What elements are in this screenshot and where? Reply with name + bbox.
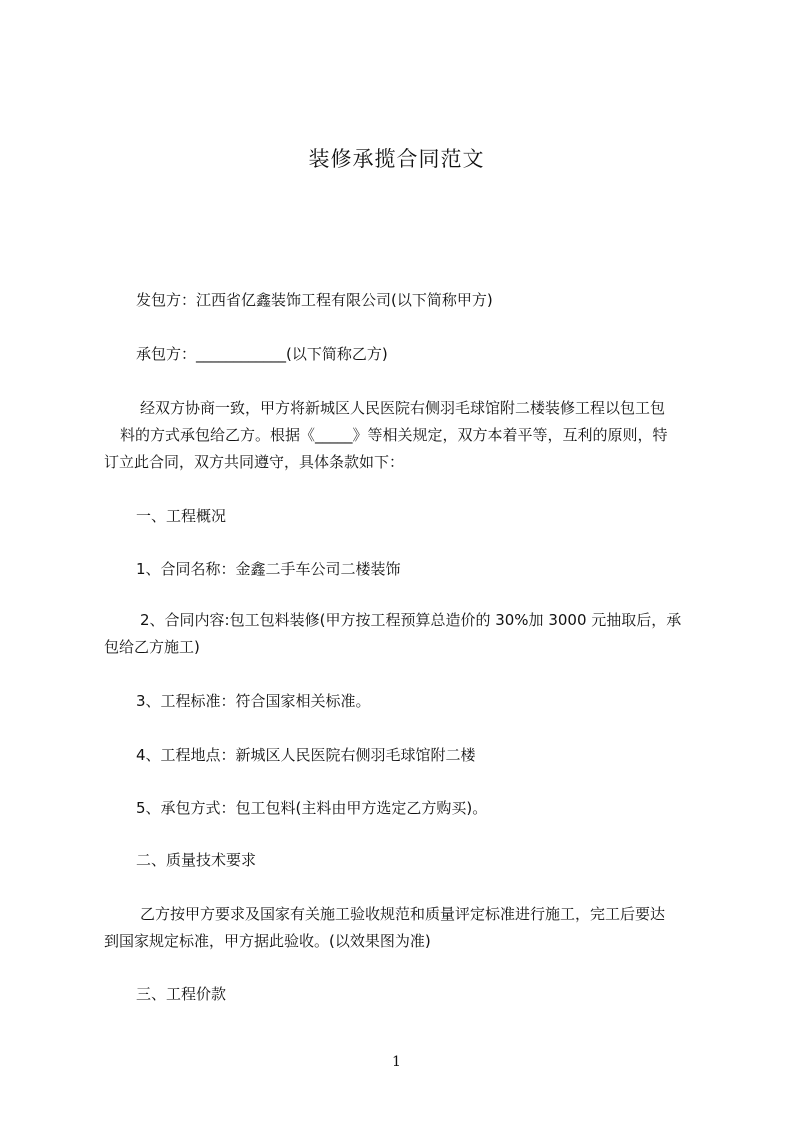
document-title: 装修承揽合同范文 [308,147,485,171]
section-1-heading: 一、工程概况 [136,507,227,525]
section-1-item-2-line-1: 2、合同内容:包工包料装修(甲方按工程预算总造价的 30%加 3000 元抽取后，承 [140,611,682,629]
section-3-heading: 三、工程价款 [136,985,227,1003]
intro-line-2: 料的方式承包给乙方。根据《_____》等相关规定，双方本着平等，互利的原则，特 [120,426,668,444]
section-1-item-2 [104,607,704,661]
party-b-line: 承包方：____________(以下简称乙方) [136,345,388,363]
intro-paragraph [104,395,704,476]
section-2-heading: 二、质量技术要求 [136,851,257,869]
section-1-item-2-line-2: 包给乙方施工) [104,638,200,656]
section-1-item-1: 1、合同名称：金鑫二手车公司二楼装饰 [136,560,401,578]
section-2-body-line-1: 乙方按甲方要求及国家有关施工验收规范和质量评定标准进行施工，完工后要达 [140,905,666,923]
section-2-body [104,901,704,955]
section-2-body-line-2: 到国家规定标准，甲方据此验收。(以效果图为准) [104,932,431,950]
party-a-line: 发包方：江西省亿鑫装饰工程有限公司(以下简称甲方) [136,291,493,309]
section-1-item-4: 4、工程地点：新城区人民医院右侧羽毛球馆附二楼 [136,746,476,764]
intro-line-3: 订立此合同，双方共同遵守，具体条款如下： [104,453,405,471]
section-1-item-5: 5、承包方式：包工包料(主料由甲方选定乙方购买)。 [136,799,488,817]
page-number: 1 [392,1054,401,1070]
intro-line-1: 经双方协商一致，甲方将新城区人民医院右侧羽毛球馆附二楼装修工程以包工包 [140,399,666,417]
section-1-item-3: 3、工程标准：符合国家相关标准。 [136,692,371,710]
